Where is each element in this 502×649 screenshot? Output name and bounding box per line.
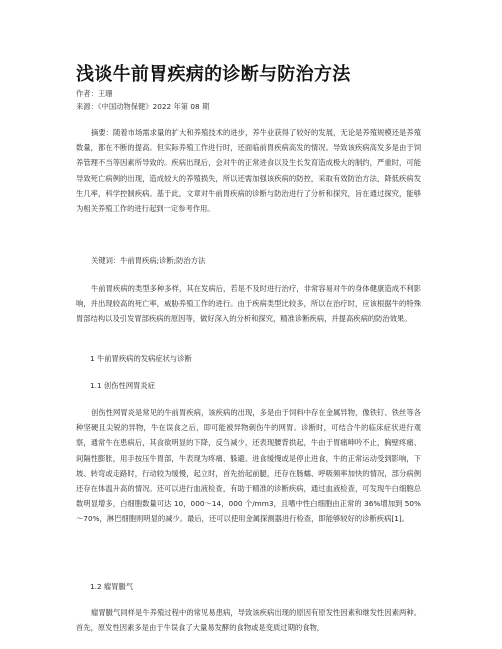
section-heading-1-2: 1.2 瘤胃臌气	[90, 582, 134, 591]
article-author: 作者：王珊	[76, 89, 113, 98]
article-source: 来源：《中国动物保健》2022 年第 08 期	[76, 102, 210, 111]
section-heading-1-1: 1.1 创伤性网胃炎症	[90, 381, 156, 390]
section-1-2-paragraph: 瘤胃臌气同样是牛养殖过程中的常见易患病，导致该疾病出现的原因有原发性因素和继发性因素两种。首先，原发性因素多是由于牛误食了大量易发酵的食物或是变质过期的食物，	[76, 608, 421, 633]
section-1-1-paragraph: 创伤性网胃炎是常见的牛前胃疾病，该疾病的出现，多是由于饲料中存在金属异物，像铁钉、铁丝等各种坚硬且尖锐的异物，牛在误食之后，即可能被异物刺伤牛的网胃。诊断时，可结合牛的临床症状进行观察，通常牛在患病后，其食欲明显的下降，反刍减少，还表现腰背拱起，牛由于胃痛呻吟不止，胸壁疼痛、间隔性膨胀，用手按压牛胃部，牛表现为疼痛、躲避。进食缓慢或是停止进食，牛的正常运动受到影响，下坡、转弯或走路时，行动较为缓慢，起立时，首先抬起前腿，还存在肠蠕、呼吸频率加快的情况，部分病例还存在体温升高的情况。还可以进行血液检查，有助于精准的诊断疾病，通过血液检查，可发现牛白细胞总数明显增多，白细胞数量可达 10，000～14，000 个/mm3，且嗜中性白细胞由正常的 36%增加到 50%～70%，淋巴细胞则明显的减少。最后，还可以使用金属探测器进行检查，即能够较好的诊断疾病[1]。	[76, 408, 421, 524]
section-heading-1: 1 牛前胃疾病的发病症状与诊断	[90, 354, 192, 363]
abstract-paragraph: 摘要：随着市场需求量的扩大和养殖技术的进步，养牛业获得了较好的发展，无论是养殖规模还是养殖数量，都在不断的提高。但实际养殖工作进行时，还面临前胃疾病高发的情况。导致该疾病高发多是由于饲养管理不当等因素所导致的。疾病出现后，会对牛的正常进食以及生长发育造成极大的制约，严重时，可能导致死亡病例的出现，造成较大的养殖损失，所以还需加强该疾病的防控，采取有效防治方法，降低疾病发生几率，科学控制疾病。基于此，文章对牛前胃疾病的诊断与防治进行了分析和探究，旨在通过探究，能够为相关养殖工作的进行起到一定参考作用。	[76, 128, 421, 214]
keywords-line: 关键词：牛前胃疾病;诊断;防治方法	[91, 256, 206, 265]
article-title: 浅谈牛前胃疾病的诊断与防治方法	[76, 64, 351, 85]
intro-paragraph: 牛前胃疾病的类型多种多样，其在发病后，若是不及时进行治疗，非常容易对牛的身体健康造成不利影响，并出现较高的死亡率，威胁养殖工作的进行。由于疾病类型比较多，所以在治疗时，应该根据牛的特殊胃部结构以及引发胃部疾病的原因等，做好深入的分析和探究，精准诊断疾病，并提高疾病的防治效果。	[76, 284, 421, 324]
